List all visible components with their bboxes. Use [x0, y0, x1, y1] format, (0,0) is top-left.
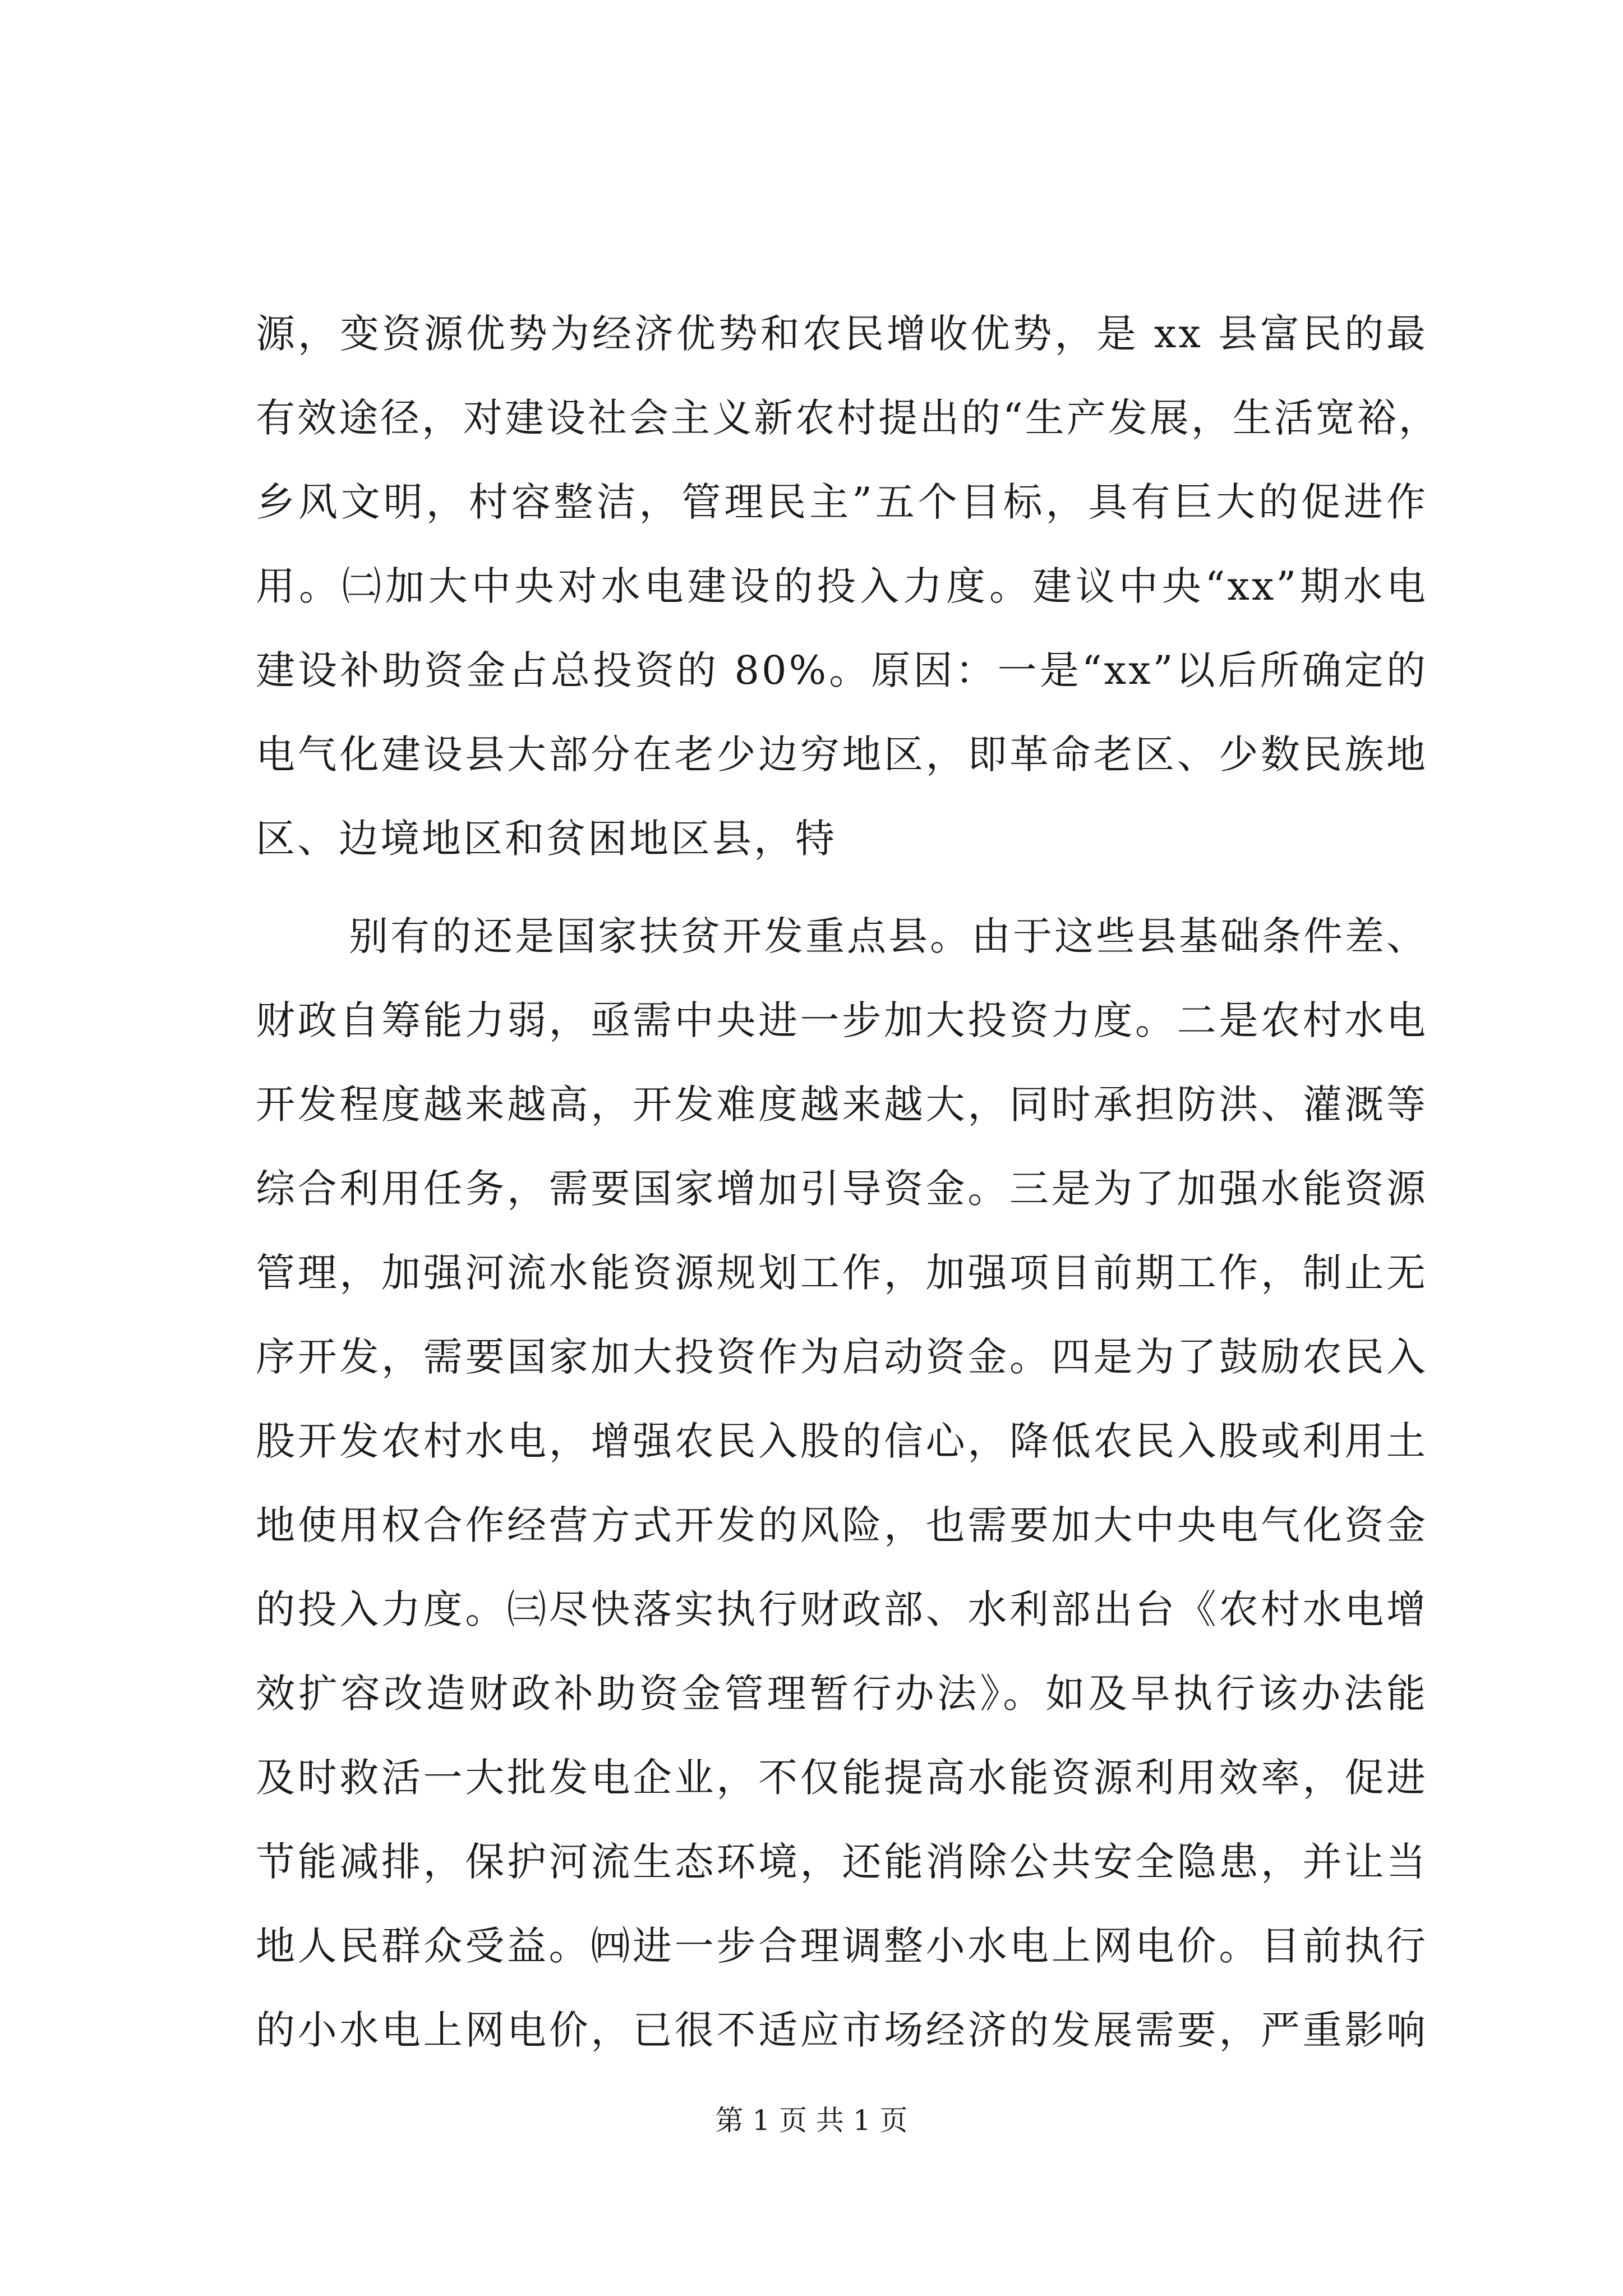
text-line: 别有的还是国家扶贫开发重点县。由于这些县基础条件差、 — [349, 913, 1428, 959]
text-line: 用。㈡加大中央对水电建设的投入力度。建议中央“xx”期水电 — [256, 563, 1428, 609]
text-line: 及时救活一大批发电企业，不仅能提高水能资源利用效率，促进 — [256, 1755, 1428, 1801]
text-line: 地人民群众受益。㈣进一步合理调整小水电上网电价。目前执行 — [256, 1923, 1428, 1969]
text-line: 建设补助资金占总投资的 80%。原因：一是“xx”以后所确定的 — [256, 647, 1428, 693]
page-footer: 第 1 页 共 1 页 — [715, 2104, 908, 2137]
text-line: 的投入力度。㈢尽快落实执行财政部、水利部出台《农村水电增 — [256, 1586, 1428, 1632]
text-line: 源，变资源优势为经济优势和农民增收优势，是 xx 县富民的最 — [256, 311, 1428, 357]
text-line: 乡风文明，村容整洁，管理民主”五个目标，具有巨大的促进作 — [256, 479, 1428, 525]
text-line: 效扩容改造财政补助资金管理暂行办法》。如及早执行该办法能 — [256, 1671, 1428, 1717]
text-line: 的小水电上网电价，已很不适应市场经济的发展需要，严重影响 — [256, 2007, 1428, 2053]
text-line: 财政自筹能力弱，亟需中央进一步加大投资力度。二是农村水电 — [256, 997, 1428, 1043]
text-line: 管理，加强河流水能资源规划工作，加强项目前期工作，制止无 — [256, 1250, 1428, 1296]
text-line: 电气化建设县大部分在老少边穷地区，即革命老区、少数民族地 — [256, 731, 1428, 777]
text-line: 区、边境地区和贫困地区县，特 — [256, 816, 837, 862]
text-line: 开发程度越来越高，开发难度越来越大，同时承担防洪、灌溉等 — [256, 1082, 1428, 1128]
text-line: 综合利用任务，需要国家增加引导资金。三是为了加强水能资源 — [256, 1166, 1428, 1212]
body-text — [256, 292, 1440, 2072]
text-line: 序开发，需要国家加大投资作为启动资金。四是为了鼓励农民入 — [256, 1334, 1428, 1380]
text-line: 地使用权合作经营方式开发的风险，也需要加大中央电气化资金 — [256, 1502, 1428, 1548]
text-line: 有效途径，对建设社会主义新农村提出的“生产发展，生活宽裕， — [256, 395, 1440, 441]
text-line: 节能减排，保护河流生态环境，还能消除公共安全隐患，并让当 — [256, 1839, 1428, 1885]
text-line: 股开发农村水电，增强农民入股的信心，降低农民入股或利用土 — [256, 1418, 1428, 1464]
